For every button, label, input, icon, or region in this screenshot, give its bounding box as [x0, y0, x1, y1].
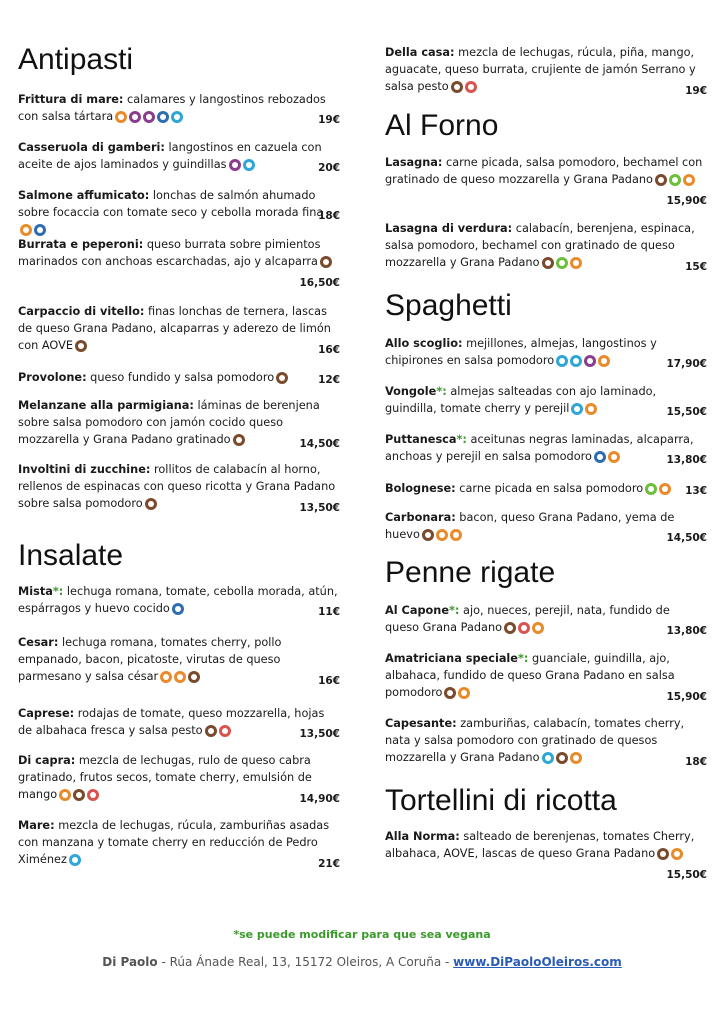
allergen-icons [645, 483, 673, 500]
website-link[interactable]: www.DiPaoloOleiros.com [453, 955, 622, 969]
celery-allergen-icon [645, 483, 657, 495]
item-description: calabacín, berenjena, espinaca, salsa pomodoro, bechamel con gratinado de queso mozzarella y Grana Padano [385, 222, 695, 269]
menu-item [18, 397, 340, 453]
menu-item [18, 303, 340, 359]
item-description: almejas salteadas con ajo laminado, guindilla, tomate cherry y perejil [385, 385, 657, 415]
item-description: mezcla de lechugas, rulo de queso cabra gratinado, frutos secos, tomate cherry, emulsión de mango [18, 754, 312, 801]
cloud-allergen-icon [570, 355, 582, 367]
allergen-icons [657, 848, 685, 865]
milk-allergen-icon [451, 81, 463, 93]
item-name: Lasagna: [385, 156, 443, 169]
allergen-icons [320, 256, 334, 273]
allergen-icons [504, 622, 546, 639]
item-price: 14,90€ [299, 793, 340, 805]
menu-item [385, 602, 707, 640]
vegan-mark: *: [436, 385, 447, 398]
item-name: Involtini di zucchine: [18, 463, 151, 476]
menu-item [18, 236, 340, 292]
vegan-mark: *: [456, 433, 467, 446]
milk-allergen-icon [145, 498, 157, 510]
milk-allergen-icon [205, 725, 217, 737]
item-price: 13,80€ [666, 454, 707, 466]
brand-name: Di Paolo [102, 955, 158, 969]
milk-allergen-icon [188, 671, 200, 683]
allergen-icons [160, 671, 202, 688]
item-name: Puttanesca [385, 433, 457, 446]
item-price: 19€ [318, 114, 340, 126]
celery-allergen-icon [556, 257, 568, 269]
address: - Rúa Ánade Real, 13, 15172 Oleiros, A Coruña - [157, 955, 454, 969]
item-price: 20€ [318, 162, 340, 174]
milk-allergen-icon [556, 752, 568, 764]
allergen-icons [229, 159, 257, 176]
item-name: Frittura di mare: [18, 93, 124, 106]
gluten-allergen-icon [532, 622, 544, 634]
menu-item [385, 715, 707, 771]
item-description: mejillones, almejas, langostinos y chipirones en salsa pomodoro [385, 337, 657, 367]
section-title: Penne rigate [385, 556, 556, 589]
item-name: Mare: [18, 819, 55, 832]
section-title: Spaghetti [385, 289, 512, 322]
egg-allergen-icon [436, 529, 448, 541]
sulphite-allergen-icon [171, 111, 183, 123]
nut-allergen-icon [518, 622, 530, 634]
allergen-icons [594, 451, 622, 468]
menu-item [385, 383, 707, 421]
menu-item [18, 752, 340, 808]
fish-allergen-icon [172, 603, 184, 615]
menu-item [385, 509, 707, 547]
section-title: Insalate [18, 539, 124, 572]
item-name: Casseruola di gamberi: [18, 141, 165, 154]
mollusc-allergen-icon [584, 355, 596, 367]
item-description: carne picada en salsa pomodoro [455, 482, 644, 495]
menu-item [385, 44, 707, 100]
allergen-icons [542, 752, 584, 769]
nut-allergen-icon [87, 789, 99, 801]
menu-item [18, 583, 340, 621]
menu-item [385, 480, 707, 500]
item-price: 15,50€ [666, 869, 707, 881]
gluten-allergen-icon [585, 403, 597, 415]
section-antipasti [18, 44, 340, 82]
item-description: láminas de berenjena sobre salsa pomodoro con jamón cocido queso mozzarella y Grana Padano gratinado [18, 399, 320, 446]
allergen-icons [542, 257, 584, 274]
footer [0, 955, 724, 969]
nut-allergen-icon [219, 725, 231, 737]
item-name: Amatriciana speciale [385, 652, 518, 665]
item-description: calamares y langostinos rebozados con salsa tártara [18, 93, 326, 123]
item-name: Alla Norma: [385, 830, 460, 843]
item-price: 15,50€ [666, 406, 707, 418]
item-name: Cesar: [18, 636, 59, 649]
gluten-allergen-icon [683, 174, 695, 186]
item-name: Bolognese: [385, 482, 456, 495]
section-al-forno [385, 110, 707, 148]
item-name: Al Capone [385, 604, 450, 617]
section-title: Tortellini di ricotta [385, 784, 617, 817]
item-name: Carpaccio di vitello: [18, 305, 145, 318]
item-price: 13,50€ [299, 728, 340, 740]
item-name: Caprese: [18, 707, 75, 720]
gluten-allergen-icon [160, 671, 172, 683]
sulphite-allergen-icon [69, 854, 81, 866]
menu-item [385, 431, 707, 469]
molluscb-allergen-icon [129, 111, 141, 123]
gluten-allergen-icon [458, 687, 470, 699]
item-description: langostinos en cazuela con aceite de ajos laminados y guindillas [18, 141, 322, 171]
item-price: 14,50€ [299, 438, 340, 450]
item-name: Vongole [385, 385, 437, 398]
item-description: rodajas de tomate, queso mozzarella, hojas de albahaca fresca y salsa pesto [18, 707, 325, 737]
milk-allergen-icon [276, 372, 288, 384]
gluten-allergen-icon [608, 451, 620, 463]
menu-item [18, 705, 340, 743]
gluten-allergen-icon [570, 257, 582, 269]
menu-item [385, 828, 707, 884]
gluten-allergen-icon [598, 355, 610, 367]
item-description: queso fundido y salsa pomodoro [86, 371, 275, 384]
item-description: salteado de berenjenas, tomates Cherry, albahaca, AOVE, lascas de queso Grana Padano [385, 830, 695, 860]
allergen-icons [69, 854, 83, 871]
item-price: 16€ [318, 675, 340, 687]
item-price: 16,50€ [299, 277, 340, 289]
item-price: 16€ [318, 344, 340, 356]
milk-allergen-icon [73, 789, 85, 801]
allergen-icons [115, 111, 185, 128]
milk-allergen-icon [655, 174, 667, 186]
item-description: ajo, nueces, perejil, nata, fundido de queso Grana Padano [385, 604, 670, 634]
item-price: 15,90€ [666, 195, 707, 207]
gluten-allergen-icon [115, 111, 127, 123]
item-name: Melanzane alla parmigiana: [18, 399, 194, 412]
milk-allergen-icon [75, 340, 87, 352]
vegan-mark: *: [517, 652, 529, 665]
item-name: Allo scoglio: [385, 337, 463, 350]
allergen-icons [75, 340, 89, 357]
allergen-icons [172, 603, 186, 620]
gluten-allergen-icon [450, 529, 462, 541]
allergen-icons [59, 789, 101, 806]
menu-item [385, 220, 707, 276]
menu-item [18, 139, 340, 177]
item-price: 21€ [318, 858, 340, 870]
mollusc-allergen-icon [229, 159, 241, 171]
menu-item [385, 154, 707, 210]
item-name: Burrata e peperoni: [18, 238, 144, 251]
milk-allergen-icon [542, 257, 554, 269]
allergen-icons [655, 174, 697, 191]
gluten-allergen-icon [570, 752, 582, 764]
allergen-icons [451, 81, 479, 98]
fish-allergen-icon [157, 111, 169, 123]
menu-item [18, 91, 340, 129]
menu-item [18, 187, 340, 225]
item-name: Salmone affumicato: [18, 189, 150, 202]
menu-item [18, 634, 340, 690]
fish-allergen-icon [34, 224, 46, 236]
milk-allergen-icon [444, 687, 456, 699]
section-insalate [18, 540, 340, 578]
allergen-icons [145, 498, 159, 515]
item-price: 13,50€ [299, 502, 340, 514]
item-name: Mista [18, 585, 53, 598]
section-penne [385, 557, 707, 595]
item-description: finas lonchas de ternera, lascas de queso Grana Padano, alcaparras y aderezo de limón con AOVE [18, 305, 331, 352]
item-price: 13€ [685, 485, 707, 497]
item-description: lonchas de salmón ahumado sobre focaccia con tomate seco y cebolla morada fina [18, 189, 324, 219]
item-description: queso burrata sobre pimientos marinados con anchoas escarchadas, ajo y alcaparra [18, 238, 321, 268]
milk-allergen-icon [320, 256, 332, 268]
item-price: 12€ [318, 374, 340, 386]
allergen-icons [422, 529, 464, 546]
item-name: Di capra: [18, 754, 76, 767]
section-tortellini [385, 785, 707, 823]
sulphite-allergen-icon [556, 355, 568, 367]
vegan-note: *se puede modificar para que sea vegana [233, 928, 491, 941]
allergen-icons [276, 372, 290, 389]
item-description: mezcla de lechugas, rúcula, zamburiñas asadas con manzana y tomate cherry en reducción de Pedro Ximénez [18, 819, 330, 866]
item-description: lechuga romana, tomate, cebolla morada, atún, espárragos y huevo cocido [18, 585, 338, 615]
item-price: 15,90€ [666, 691, 707, 703]
allergen-icons [205, 725, 233, 742]
nut-allergen-icon [465, 81, 477, 93]
item-price: 17,90€ [666, 358, 707, 370]
vegan-mark: *: [52, 585, 64, 598]
allergen-icons [556, 355, 612, 372]
section-spaghetti [385, 290, 707, 328]
item-description: zamburiñas, calabacín, tomates cherry, nata y salsa pomodoro con gratinado de quesos mozzarella y Grana Padano [385, 717, 685, 764]
fish-allergen-icon [594, 451, 606, 463]
egg-allergen-icon [174, 671, 186, 683]
item-description: guanciale, guindilla, ajo, albahaca, fundido de queso Grana Padano en salsa pomodoro [385, 652, 675, 699]
sulphite-allergen-icon [243, 159, 255, 171]
milk-allergen-icon [233, 434, 245, 446]
menu-item [385, 650, 707, 706]
item-price: 11€ [318, 606, 340, 618]
item-name: Carbonara: [385, 511, 456, 524]
menu-item [18, 461, 340, 517]
gluten-allergen-icon [659, 483, 671, 495]
celery-allergen-icon [669, 174, 681, 186]
item-description: bacon, queso Grana Padano, yema de huevo [385, 511, 675, 541]
menu-item [18, 817, 340, 873]
menu-item [18, 369, 340, 389]
item-description: carne picada, salsa pomodoro, bechamel con gratinado de queso mozzarella y Grana Padano [385, 156, 703, 186]
item-name: Provolone: [18, 371, 87, 384]
vegan-mark: *: [449, 604, 460, 617]
item-price: 18€ [685, 756, 707, 768]
mollusc-allergen-icon [143, 111, 155, 123]
item-price: 18€ [318, 210, 340, 222]
section-title: Antipasti [18, 43, 134, 76]
item-description: rollitos de calabacín al horno, rellenos de espinacas con queso ricotta y Grana Padano sobre salsa pomodoro [18, 463, 336, 510]
gluten-allergen-icon [59, 789, 71, 801]
gluten-allergen-icon [671, 848, 683, 860]
item-description: aceitunas negras laminadas, alcaparra, anchoas y perejil en salsa pomodoro [385, 433, 694, 463]
allergen-icons [571, 403, 599, 420]
item-name: Della casa: [385, 46, 455, 59]
sulphite-allergen-icon [542, 752, 554, 764]
item-name: Lasagna di verdura: [385, 222, 513, 235]
milk-allergen-icon [657, 848, 669, 860]
item-price: 19€ [685, 85, 707, 97]
item-price: 15€ [685, 261, 707, 273]
item-price: 13,80€ [666, 625, 707, 637]
menu-item [385, 335, 707, 373]
item-price: 14,50€ [666, 532, 707, 544]
milk-allergen-icon [422, 529, 434, 541]
item-description: lechuga romana, tomates cherry, pollo empanado, bacon, picatoste, virutas de queso parmesano y salsa césar [18, 636, 282, 683]
sulphite-allergen-icon [571, 403, 583, 415]
milk-allergen-icon [504, 622, 516, 634]
allergen-icons [444, 687, 472, 704]
allergen-icons [233, 434, 247, 451]
section-title: Al Forno [385, 109, 499, 142]
gluten-allergen-icon [20, 224, 32, 236]
item-description: mezcla de lechugas, rúcula, piña, mango, aguacate, queso burrata, crujiente de jamón Serrano y salsa pesto [385, 46, 696, 93]
item-name: Capesante: [385, 717, 457, 730]
